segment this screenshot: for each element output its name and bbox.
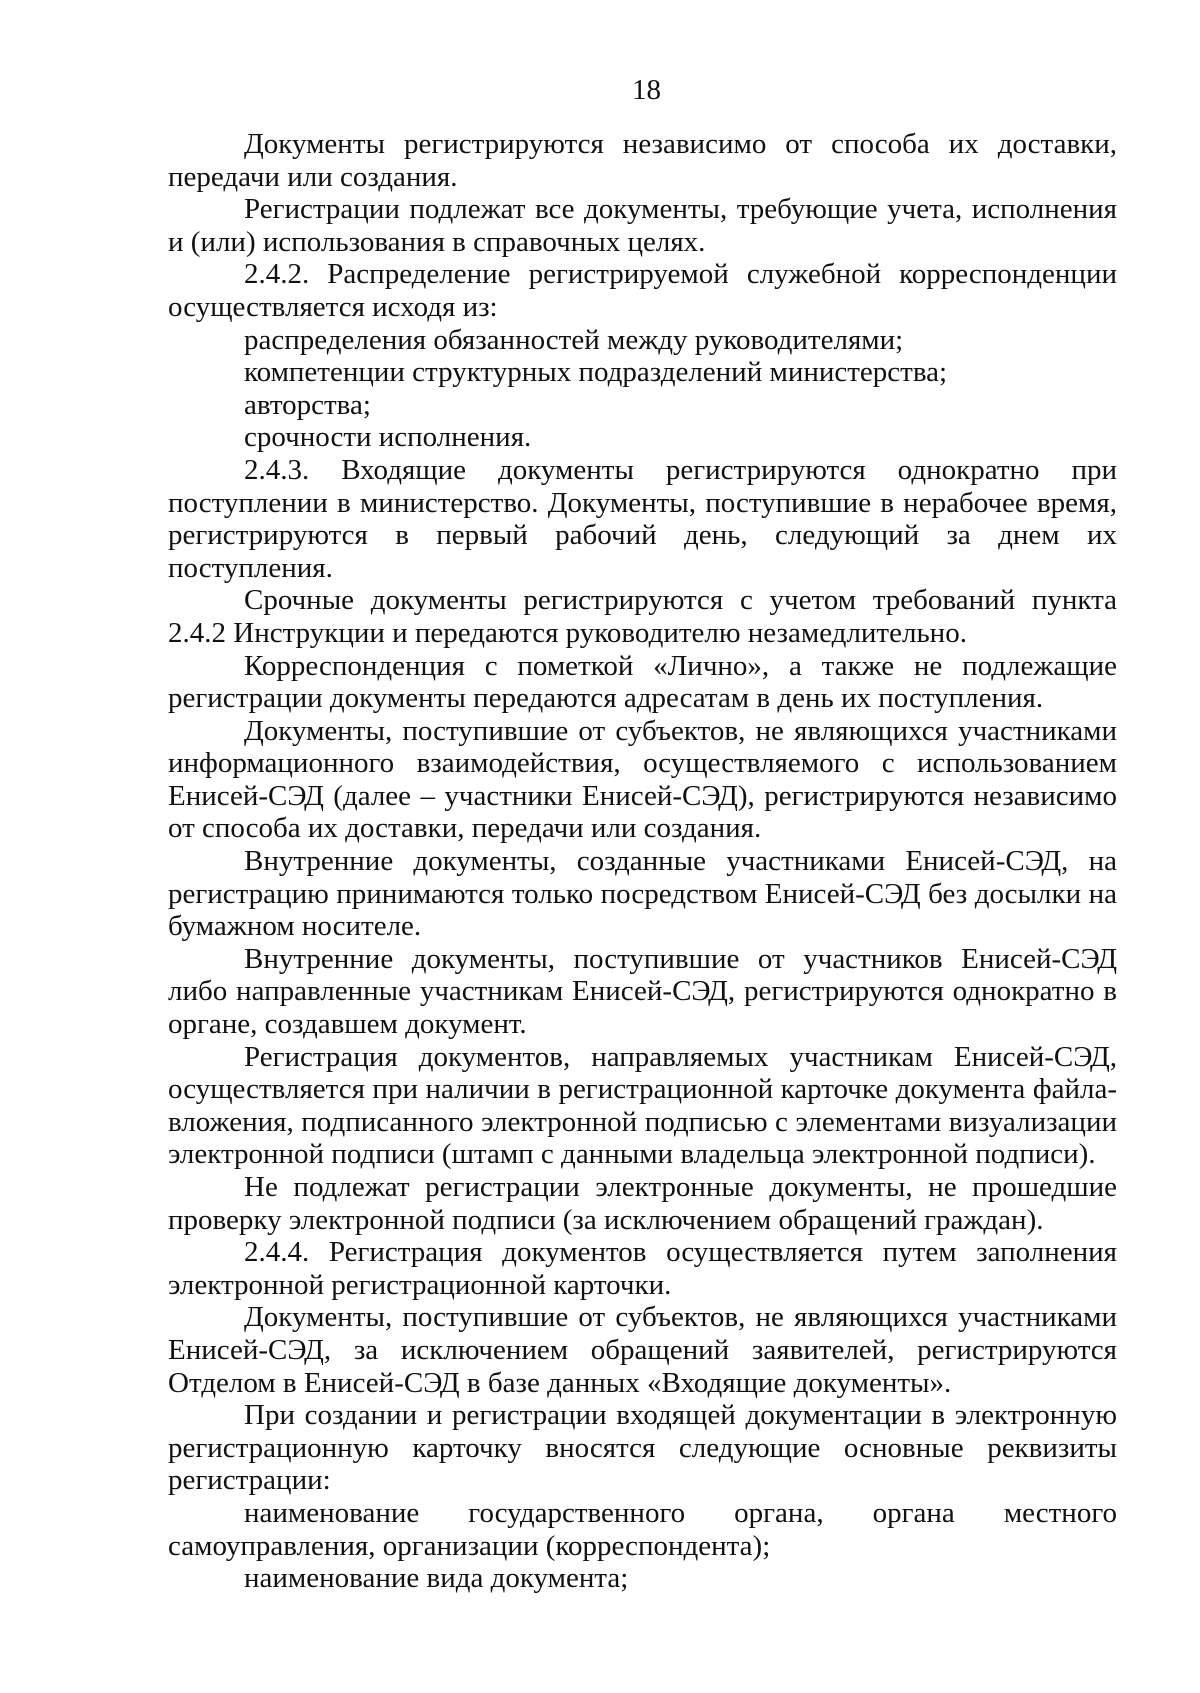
paragraph: 2.4.2. Распределение регистрируемой служебной корреспонденции осуществляется исходя из: <box>168 258 1117 323</box>
list-item: наименование вида документа; <box>244 1562 629 1595</box>
paragraph: Документы регистрируются независимо от способа их доставки, передачи или создания. <box>168 128 1117 193</box>
paragraph: Регистрации подлежат все документы, требующие учета, исполнения и (или) использования в справочных целях. <box>168 193 1117 258</box>
paragraph: Документы, поступившие от субъектов, не являющихся участниками Енисей-СЭД, за исключением обращений заявителей, регистрируются Отделом в Енисей-СЭД в базе данных «Входящие документы». <box>168 1301 1117 1399</box>
paragraph: Внутренние документы, поступившие от участников Енисей-СЭД либо направленные участникам Енисей-СЭД, регистрируются однократно в органе, создавшем документ. <box>168 942 1117 1041</box>
paragraph: При создании и регистрации входящей документации в электронную регистрационную карточку вносятся следующие основные реквизиты регистрации: <box>168 1399 1117 1497</box>
paragraph: Регистрация документов, направляемых участникам Енисей-СЭД, осуществляется при наличии в регистрационной карточке документа файла-вложения, подписанного электронной подписью с элементами визуализации электронной подписи (штамп с данными владельца электронной подписи). <box>168 1040 1117 1171</box>
list-item: авторства; <box>244 388 371 421</box>
paragraph: Корреспонденция с пометкой «Лично», а также не подлежащие регистрации документы передаются адресатам в день их поступления. <box>168 649 1117 715</box>
paragraph: Внутренние документы, созданные участниками Енисей-СЭД, на регистрацию принимаются только посредством Енисей-СЭД без досылки на бумажном носителе. <box>168 845 1117 943</box>
paragraph: Не подлежат регистрации электронные документы, не прошедшие проверку электронной подписи (за исключением обращений граждан). <box>168 1171 1117 1236</box>
paragraph: 2.4.4. Регистрация документов осуществляется путем заполнения электронной регистрационной карточки. <box>168 1236 1117 1301</box>
page-number: 18 <box>632 74 661 106</box>
paragraph: Срочные документы регистрируются с учетом требований пункта 2.4.2 Инструкции и передаются руководителю незамедлительно. <box>168 584 1117 649</box>
paragraph: наименование государственного органа, органа местного самоуправления, организации (корреспондента); <box>168 1496 1117 1562</box>
document-body <box>168 128 1117 1595</box>
list-item: распределения обязанностей между руководителями; <box>244 323 904 356</box>
list-item: срочности исполнения. <box>244 421 532 454</box>
list-item: компетенции структурных подразделений министерства; <box>244 356 948 389</box>
paragraph: 2.4.3. Входящие документы регистрируются однократно при поступлении в министерство. Документы, поступившие в нерабочее время, регистрируются в первый рабочий день, следующий за днем их поступления. <box>168 453 1117 584</box>
paragraph: Документы, поступившие от субъектов, не являющихся участниками информационного взаимодействия, осуществляемого с использованием Енисей-СЭД (далее – участники Енисей-СЭД), регистрируются независимо от способа их доставки, передачи или создания. <box>168 714 1117 845</box>
